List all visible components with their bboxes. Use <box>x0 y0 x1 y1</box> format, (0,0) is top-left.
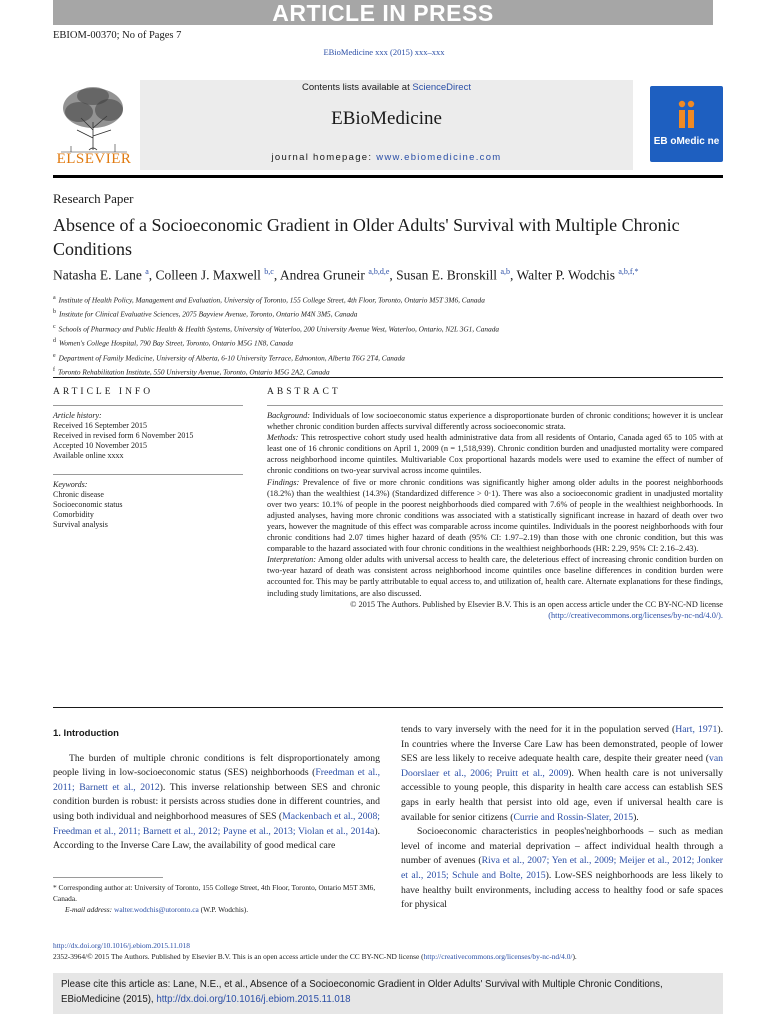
affiliation-marker: a <box>53 295 56 301</box>
keywords-label: Keywords: <box>53 480 88 489</box>
article-in-press-banner: ARTICLE IN PRESS <box>53 0 713 25</box>
intro-paragraph <box>401 723 723 825</box>
affiliation-marker: f <box>53 367 55 374</box>
article-info-heading: ARTICLE INFO <box>53 387 154 397</box>
sciencedirect-link[interactable]: ScienceDirect <box>412 82 471 93</box>
author-name: Andrea Gruneir <box>279 267 365 283</box>
email-suffix: (W.P. Wodchis). <box>198 905 249 914</box>
affiliation-item <box>53 292 723 306</box>
affiliation-item <box>53 350 723 364</box>
citation-link[interactable]: Currie and Rossin-Slater, 2015 <box>513 811 634 823</box>
article-history <box>53 411 243 461</box>
citation-link[interactable]: Freedman et al., 2011; Barnett et al., 2012 <box>53 767 380 793</box>
article-info-divider <box>53 474 243 475</box>
license-line <box>53 951 723 962</box>
author-name: Walter P. Wodchis <box>516 267 615 283</box>
body-text: Socioeconomic characteristics in peoples'neighborhoods – such as median level of income and material deprivation – affect individual health through a number of avenues ( <box>401 826 723 867</box>
doi-link[interactable]: http://dx.doi.org/10.1016/j.ebiom.2015.11.018 <box>53 941 190 950</box>
citation-text: Please cite this article as: Lane, N.E., et al., Absence of a Socioeconomic Gradient in Older Adults' Survival with Multiple Chronic Conditions, EBioMedicine (2015), <box>61 979 663 1005</box>
article-title: Absence of a Socioeconomic Gradient in Older Adults' Survival with Multiple Chronic Conditions <box>53 215 680 259</box>
abstract-copyright <box>267 599 723 621</box>
history-item: Accepted 10 November 2015 <box>53 441 147 450</box>
doi-block <box>53 940 723 962</box>
section-divider <box>53 377 723 378</box>
author-affiliation-marker[interactable]: a,b,f,* <box>618 267 639 276</box>
license-text: 2352-3964/© 2015 The Authors. Published by Elsevier B.V. This is an open access article under the CC BY-NC-ND license ( <box>53 952 424 961</box>
abstract-section-label: Interpretation: <box>267 555 317 565</box>
keyword-list <box>53 480 243 530</box>
copyright-text: © 2015 The Authors. Published by Elsevier B.V. This is an open access article under the CC BY-NC-ND license <box>350 599 723 609</box>
affiliation-marker: e <box>53 352 56 359</box>
citation-link[interactable]: Mackenbach et al., 2008; Freedman et al., 2011; Barnett et al., 2012; Payne et al., 2013; Violan et al., 2014a <box>53 810 380 837</box>
intro-paragraph <box>53 752 380 854</box>
affiliation-item <box>53 335 723 349</box>
abstract-section-text: This retrospective cohort study used health administrative data from all residents of Ontario, Canada aged 65 to 105 with at least one of 16 chronic conditions on April 1, 2009 (n = 1,518,939). Chronic condition burden and unadjusted mortality were compared across neighborhood income quintiles. Multivariable Cox proportional hazards models were used to examine the effect of number of chronic conditions on two-year survival across income quintiles. <box>267 433 723 476</box>
citation-link[interactable]: Riva et al., 2007; Yen et al., 2009; Meijer et al., 2012; Jonker et al., 2015; Schule and Bolte, 2015 <box>401 855 724 881</box>
history-item: Received 16 September 2015 <box>53 421 147 430</box>
abstract-section-text: Among older adults with universal access to health care, the deleterious effect of increasing chronic condition burden on two-year hazard of death was consistent across neighborhood income quintiles once baseline differences in condition burden were accounted for. This may be partly attributable to equal access to, and utilization of, health care. Alternate explanations for these findings, including study limitations, are also discussed. <box>267 555 723 598</box>
author-affiliation-marker[interactable]: a,b <box>500 267 510 276</box>
affiliation-text: Women's College Hospital, 790 Bay Street, Toronto, Ontario M5G 1N8, Canada <box>59 338 293 348</box>
abstract-methods <box>267 432 723 476</box>
history-label: Article history: <box>53 411 102 420</box>
body-text: ). Low-SES neighborhoods are less likely to have healthy built environments, including access to healthy food or safe spaces for physical <box>401 869 724 911</box>
homepage-prefix: journal homepage: <box>271 152 377 163</box>
manuscript-id: EBIOM-00370; No of Pages 7 <box>53 30 182 41</box>
contents-line <box>140 82 633 93</box>
abstract-divider <box>267 405 723 406</box>
affiliation-marker: c <box>53 323 56 330</box>
body-text: ). According to the Inverse Care Law, the availability of good medical care <box>53 825 380 852</box>
footnote-text: * Corresponding author at: University of Toronto, 155 College Street, 4th Floor, Toronto, Ontario M5T 3M6, Canada. <box>53 883 376 903</box>
email-label: E-mail address: <box>65 905 113 914</box>
intro-right-column <box>401 723 723 913</box>
affiliation-text: Toronto Rehabilitation Institute, 550 University Avenue, Toronto, Ontario M5G 2A2, Canada <box>58 367 330 377</box>
section-divider <box>53 707 723 708</box>
author-affiliation-marker[interactable]: a,b,d,e <box>368 267 390 276</box>
body-text: ). When health care is not universally accessible to young people, this disparity in health care access can establish SES gaps in early health that persist into old age, even if universal health care is available for senior citizens ( <box>401 767 723 823</box>
abstract-section-label: Background: <box>267 411 311 420</box>
keyword-item: Chronic disease <box>53 490 104 499</box>
intro-heading: 1. Introduction <box>53 728 119 739</box>
abstract-section-label: Methods: <box>267 433 299 443</box>
affiliation-text: Institute of Health Policy, Management and Evaluation, University of Toronto, 155 College Street, 4th Floor, Toronto, Ontario M5T 3M6, Canada <box>58 295 485 305</box>
header-divider <box>53 175 723 178</box>
elsevier-wordmark: ELSEVIER <box>56 151 132 167</box>
affiliation-marker: d <box>53 338 56 345</box>
article-type: Research Paper <box>53 191 134 206</box>
corresponding-author-footnote <box>53 882 380 915</box>
author-list: Natasha E. Lane $^a$, Colleen J. Maxwell $^{b,c}$, Andrea Gruneir $^{a,b,d,e}$, Susan E. Bronskill $^{a,b}$, Walter P. Wodchis $^{a,b,f,*}$ <box>53 267 639 283</box>
citation-box <box>53 973 723 1014</box>
affiliation-text: Institute for Clinical Evaluative Sciences, 2075 Bayview Avenue, Toronto, Ontario M4N 3M5, Canada <box>59 309 358 319</box>
body-text: ). In countries where the Inverse Care Law has been demonstrated, people of lower SES are less likely to receive adequate health care, despite their greater need ( <box>401 724 724 765</box>
license-link[interactable]: (http://creativecommons.org/licenses/by-nc-nd/4.0/). <box>548 610 723 620</box>
intro-paragraph <box>401 825 723 913</box>
abstract-findings <box>267 477 723 555</box>
journal-citation-link[interactable]: EBioMedicine xxx (2015) xxx–xxx <box>323 47 445 57</box>
abstract-heading: ABSTRACT <box>267 387 341 397</box>
author-name: Colleen J. Maxwell <box>155 267 261 283</box>
history-item: Received in revised form 6 November 2015 <box>53 431 194 440</box>
article-info-divider <box>53 405 243 406</box>
email-link[interactable]: walter.wodchis@utoronto.ca <box>114 905 199 914</box>
author-name: Natasha E. Lane <box>53 267 142 283</box>
journal-title: EBioMedicine <box>331 108 442 129</box>
citation-doi-link[interactable]: http://dx.doi.org/10.1016/j.ebiom.2015.11.018 <box>156 994 351 1005</box>
affiliation-text: Department of Family Medicine, University of Alberta, 6-10 University Terrace, Edmonton, Alberta T6G 2T4, Canada <box>58 353 405 363</box>
intro-left-column <box>53 727 380 854</box>
abstract-interpretation <box>267 554 723 598</box>
license-url-link[interactable]: http://creativecommons.org/licenses/by-nc-nd/4.0/ <box>423 952 573 961</box>
cover-title: EB oMedic ne <box>653 136 720 147</box>
keyword-item: Comorbidity <box>53 510 94 519</box>
ebiomedicine-logo-icon <box>674 100 698 130</box>
affiliation-item <box>53 306 723 320</box>
affiliation-item <box>53 321 723 335</box>
affiliation-list <box>53 292 723 379</box>
journal-citation-line <box>0 47 768 57</box>
contents-prefix: Contents lists available at <box>302 82 413 93</box>
author-name: Susan E. Bronskill <box>396 267 498 283</box>
body-text: ). <box>633 811 639 823</box>
abstract-section-text: Prevalence of five or more chronic conditions was significantly higher among older adults in the poorest neighborhoods (18.2%) than the wealthiest (14.3%) (Standardized difference > 0·1). There was also a socioeconomic gradient in unadjusted mortality over two years: 10.1% of people in the poorest neighborhoods died compared with 7.6% of people in the wealthiest neighborhoods. In adjusted analyses, having more chronic conditions was associated with a statistically significant increase in hazard of death over two years, however the magnitude of this effect was comparable across income quintiles. Individuals in the poorest neighborhoods with four chronic conditions had 2.07 times higher hazard of death (95% CI: 1.97–2.19) than those with one chronic condition, but this was comparable to the hazard associated with four chronic conditions in the wealthiest neighborhoods (HR: 2.29, 95% CI: 2.16–2.43). <box>267 477 723 554</box>
citation-link[interactable]: van Doorslaer et al., 2006; Pruitt et al., 2009 <box>401 753 723 779</box>
author-affiliation-marker[interactable]: b,c <box>264 267 274 276</box>
footnote-divider <box>53 877 163 878</box>
affiliation-text: Schools of Pharmacy and Public Health & Health Systems, University of Waterloo, 200 University Avenue West, Waterloo, Ontario, N2L 3G1, Canada <box>58 324 500 334</box>
body-text: tends to vary inversely with the need for it in the population served ( <box>401 724 676 735</box>
history-item: Available online xxxx <box>53 451 124 460</box>
journal-cover-thumbnail <box>650 86 723 162</box>
author-affiliation-marker[interactable]: a <box>145 267 149 276</box>
journal-homepage-line <box>140 152 633 163</box>
homepage-link[interactable]: www.ebiomedicine.com <box>376 152 502 163</box>
keyword-item: Socioeconomic status <box>53 500 123 509</box>
keyword-item: Survival analysis <box>53 520 108 529</box>
footnote-email-line <box>53 904 380 915</box>
body-text: The burden of multiple chronic conditions is felt disproportionately among people living in low-socioeconomic status (SES) neighborhoods ( <box>53 752 380 779</box>
abstract-body <box>267 410 723 621</box>
license-text-end: ). <box>572 952 577 961</box>
journal-header <box>140 80 633 170</box>
affiliation-marker: b <box>53 309 56 316</box>
body-text: ). This inverse relationship between SES and chronic condition burden is robust: it persists across studies done in different countries, and using both individual and neighborhood measures of SES ( <box>53 781 380 822</box>
abstract-section-text: Individuals of low socioeconomic status experience a disproportionate burden of chronic conditions; however it is unclear whether chronic condition burden affects survival differently across socioeconomic strata. <box>267 411 723 432</box>
citation-link[interactable]: Hart, 1971 <box>675 724 718 735</box>
abstract-section-label: Findings: <box>267 477 300 487</box>
abstract-background <box>267 410 723 432</box>
